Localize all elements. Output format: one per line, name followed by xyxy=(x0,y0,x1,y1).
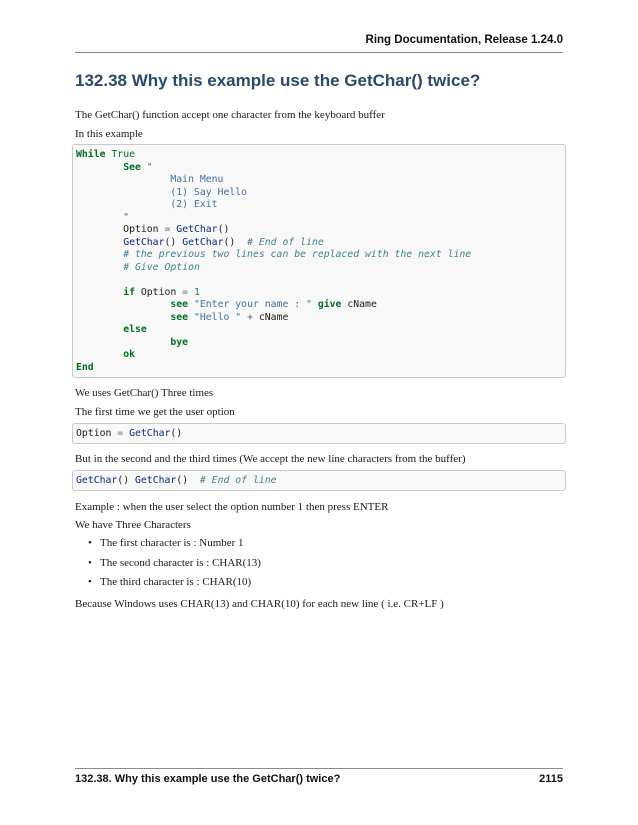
code-line: bye xyxy=(170,336,189,348)
code-line xyxy=(76,274,565,287)
page-footer xyxy=(75,768,563,789)
code-line: if Option = 1 xyxy=(123,286,200,298)
code-block-main xyxy=(72,144,566,378)
paragraph-example: In this example xyxy=(75,128,143,140)
code-line: While True xyxy=(76,149,135,160)
code-line: ok xyxy=(123,349,135,360)
code-block-option xyxy=(72,423,566,444)
paragraph-three-characters: We have Three Characters xyxy=(75,519,191,531)
code-line: Option = GetChar() xyxy=(76,224,230,235)
code-line: GetChar() GetChar() # End of line xyxy=(123,236,324,248)
page-number: 2115 xyxy=(539,773,563,785)
code-line: see "Hello " + cName xyxy=(170,311,289,323)
list-item: • The second character is : CHAR(13) xyxy=(88,556,261,569)
code-line: (1) Say Hello xyxy=(76,186,248,198)
code-line: see "Enter your name : " give cName xyxy=(170,299,377,310)
paragraph-example-enter: Example : when the user select the option number 1 then press ENTER xyxy=(75,501,389,513)
bullet-icon: • xyxy=(88,537,92,549)
bullet-icon: • xyxy=(88,556,92,569)
code-block-getchar xyxy=(72,470,566,491)
code-line: GetChar() GetChar() # End of line xyxy=(76,475,277,486)
code-line: # the previous two lines can be replaced with the next line xyxy=(123,249,472,260)
list-item: • The third character is : CHAR(10) xyxy=(88,576,252,588)
code-line: # Give Option xyxy=(123,261,200,273)
paragraph-three-times: We uses GetChar() Three times xyxy=(75,387,214,399)
paragraph-intro: The GetChar() function accept one character from the keyboard buffer xyxy=(75,109,385,121)
code-line: Main Menu xyxy=(76,174,224,185)
code-line: else xyxy=(123,324,147,335)
header-title: Ring Documentation, Release 1.24.0 xyxy=(365,34,563,46)
code-line: " xyxy=(76,211,130,223)
footer-section: 132.38. Why this example use the GetChar() twice? xyxy=(75,773,341,785)
list-item: • The first character is : Number 1 xyxy=(88,537,244,549)
code-line: See " xyxy=(123,161,153,173)
bullet-icon: • xyxy=(88,576,92,588)
code-line: Option = GetChar() xyxy=(76,428,183,439)
page-header xyxy=(75,30,563,53)
code-line: End xyxy=(76,361,94,373)
paragraph-first-time: The first time we get the user option xyxy=(75,406,235,418)
paragraph-second-third: But in the second and the third times (We accept the new line characters from the buffer) xyxy=(75,453,466,465)
paragraph-windows: Because Windows uses CHAR(13) and CHAR(10) for each new line ( i.e. CR+LF ) xyxy=(75,598,444,610)
character-list xyxy=(88,536,261,595)
code-line: (2) Exit xyxy=(76,199,218,210)
section-title: 132.38 Why this example use the GetChar() twice? xyxy=(75,71,481,90)
